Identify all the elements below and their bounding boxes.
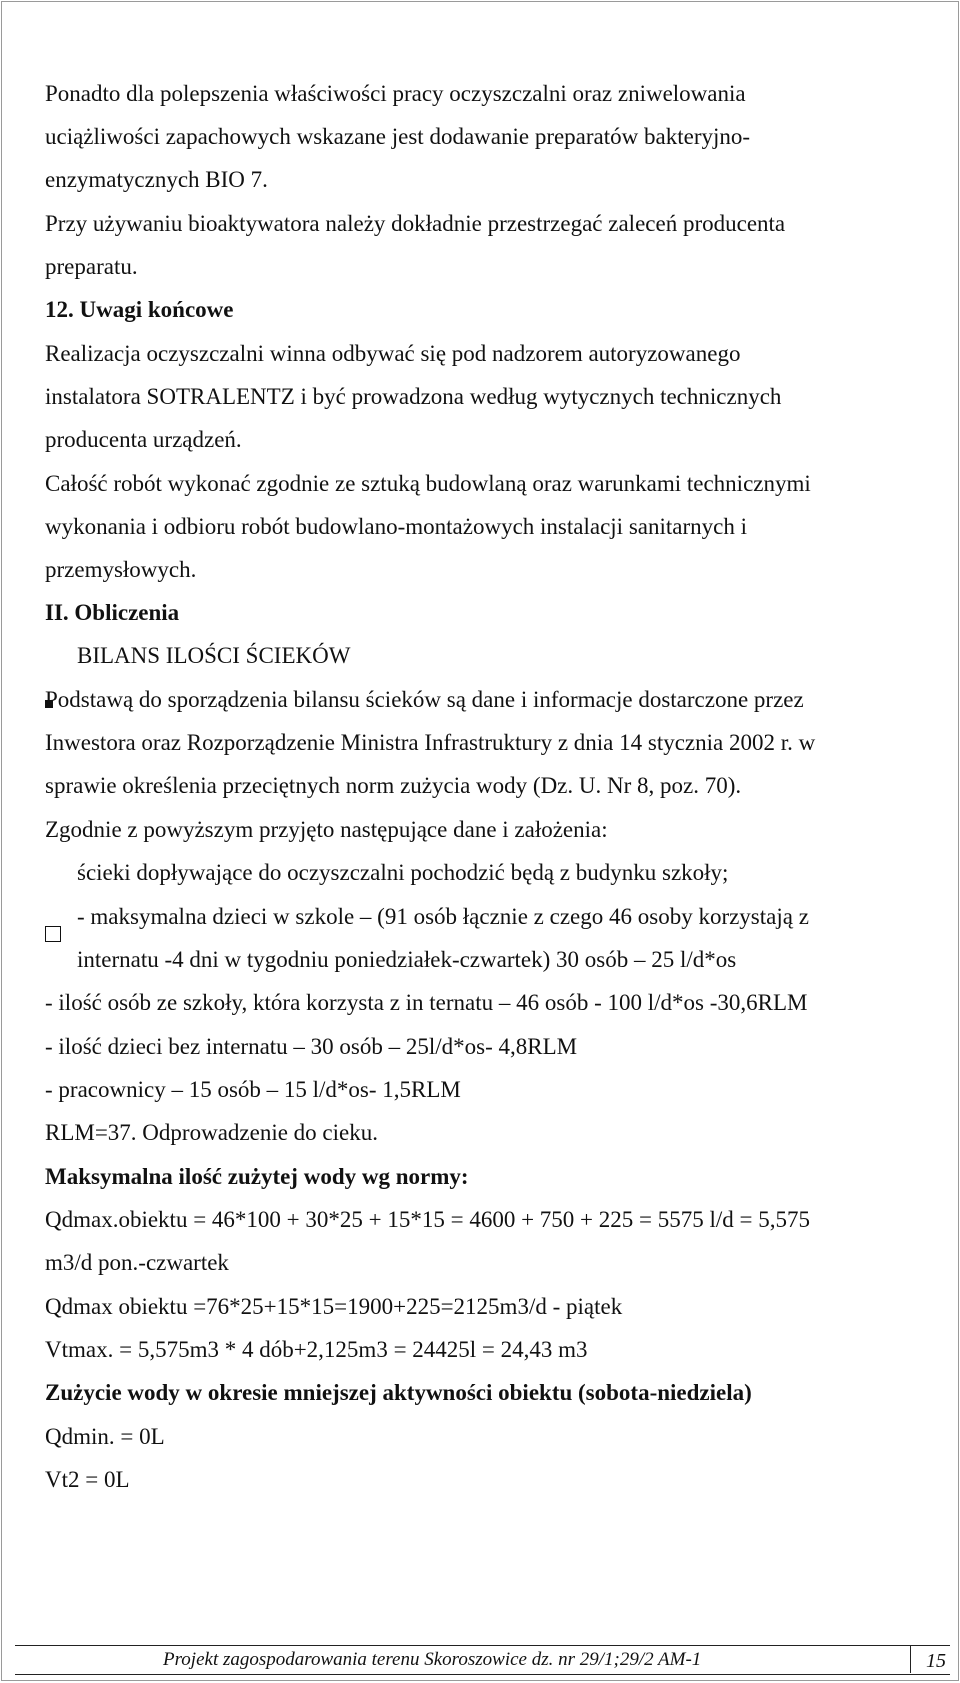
paragraph-line: uciążliwości zapachowych wskazane jest dodawanie preparatów bakteryjno- [45,124,751,149]
paragraph-line: Zgodnie z powyższym przyjęto następujące dane i założenia: [45,817,608,842]
checkbox-bullet-icon [45,926,61,942]
section-heading: 12. Uwagi końcowe [45,297,234,322]
paragraph-line: sprawie określenia przeciętnych norm zużycia wody (Dz. U. Nr 8, poz. 70). [45,773,742,798]
formula-line: Qdmax.obiektu = 46*100 + 30*25 + 15*15 = 4600 + 750 + 225 = 5575 l/d = 5,575 [45,1207,810,1232]
formula-line: Vtmax. = 5,575m3 * 4 dób+2,125m3 = 24425l = 24,43 m3 [45,1337,588,1362]
page-footer [15,1645,950,1675]
formula-line: Vt2 = 0L [45,1467,130,1492]
bold-heading: Maksymalna ilość zużytej wody wg normy: [45,1164,469,1189]
list-item: internatu -4 dni w tygodniu poniedziałek-czwartek) 30 osób – 25 l/d*os [77,947,737,972]
paragraph-line: Inwestora oraz Rozporządzenie Ministra Infrastruktury z dnia 14 stycznia 2002 r. w [45,730,816,755]
list-item: - pracownicy – 15 osób – 15 l/d*os- 1,5RLM [45,1077,461,1102]
paragraph-line: instalatora SOTRALENTZ i być prowadzona według wytycznych technicznych [45,384,782,409]
paragraph-line: przemysłowych. [45,557,197,582]
paragraph-line: Przy używaniu bioaktywatora należy dokładnie przestrzegać zaleceń producenta [45,211,786,236]
paragraph-line: wykonania i odbioru robót budowlano-montażowych instalacji sanitarnych i [45,514,747,539]
footer-text: Projekt zagospodarowania terenu Skoroszowice dz. nr 29/1;29/2 AM-1 [163,1649,702,1670]
subheading: BILANS ILOŚCI ŚCIEKÓW [77,643,351,668]
formula-line: Qdmax obiektu =76*25+15*15=1900+225=2125m3/d - piątek [45,1294,623,1319]
paragraph-line: preparatu. [45,254,138,279]
paragraph-line: Podstawą do sporządzenia bilansu ścieków są dane i informacje dostarczone przez [45,687,804,712]
paragraph-line: RLM=37. Odprowadzenie do cieku. [45,1120,378,1145]
list-item: ścieki dopływające do oczyszczalni pochodzić będą z budynku szkoły; [77,860,729,885]
bold-heading: Zużycie wody w okresie mniejszej aktywności obiektu (sobota-niedziela) [45,1380,752,1405]
list-item: - maksymalna dzieci w szkole – (91 osób łącznie z czego 46 osoby korzystają z [77,904,809,929]
list-item: - ilość osób ze szkoły, która korzysta z in ternatu – 46 osób - 100 l/d*os -30,6RLM [45,990,808,1015]
paragraph-line: Realizacja oczyszczalni winna odbywać się pod nadzorem autoryzowanego [45,341,741,366]
paragraph-line: Ponadto dla polepszenia właściwości pracy oczyszczalni oraz zniwelowania [45,81,746,106]
page-number: 15 [910,1646,950,1673]
document-page [1,1,959,1681]
paragraph-line: Całość robót wykonać zgodnie ze sztuką budowlaną oraz warunkami technicznymi [45,471,811,496]
paragraph-line: enzymatycznych BIO 7. [45,167,268,192]
formula-line: m3/d pon.-czwartek [45,1250,229,1275]
list-item: - ilość dzieci bez internatu – 30 osób – 25l/d*os- 4,8RLM [45,1034,578,1059]
section-heading: II. Obliczenia [45,600,180,625]
formula-line: Qdmin. = 0L [45,1424,165,1449]
paragraph-line: producenta urządzeń. [45,427,242,452]
